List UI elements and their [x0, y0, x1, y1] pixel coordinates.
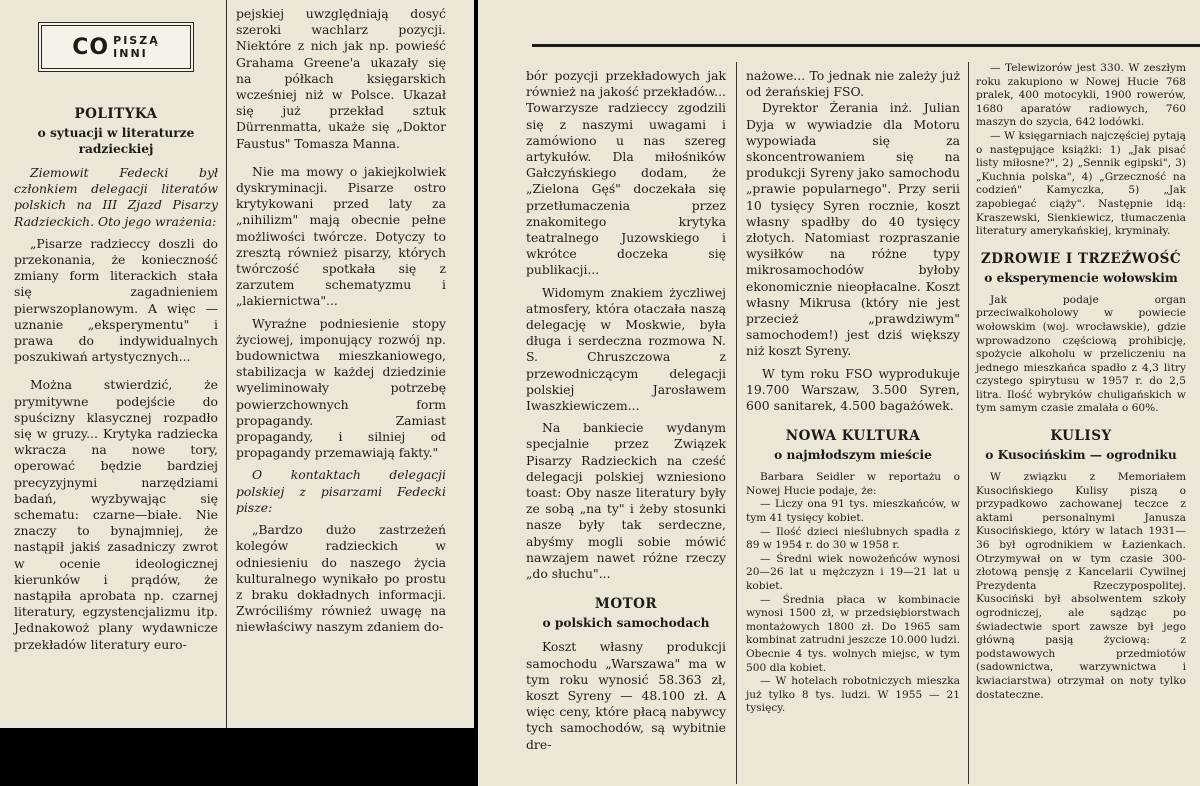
subheading-nowa-kultura: o najmłodszym mieście	[774, 448, 932, 463]
heading-nowa-kultura: NOWA KULTURA	[785, 428, 921, 445]
small-paragraph: — Średnia płaca w kombinacie wynosi 1500 zł, w przedsiębiorstwach montażowych 1800 zł. Do 1965 sam kombinat zatrudni jeszcze 10.000 ludzi. Obecnie 4 tys. wolnych miejsc, w tym 500 dla kobiet.	[746, 593, 960, 674]
paragraph: Koszt własny produkcji samochodu „Warszawa" ma w tym roku wynosić 58.363 zł, koszt Syreny — 48.100 zł. A więc ceny, które płacą nabywcy tych samochodów, są wybitnie dre-	[526, 639, 726, 752]
subheading-kulisy: o Kusocińskim — ogrodniku	[985, 448, 1177, 463]
paragraph: W tym roku FSO wyprodukuje 19.700 Warszaw, 3.500 Syren, 600 sanitarek, 4.500 bagażówek.	[746, 365, 960, 414]
paragraph: pejskiej uwzględniają dosyć szeroki wachlarz pozycji. Niektóre z nich jak np. powieść Grahama Greene'a ukazały się na półkach księgarskich wcześniej niż w Polsce. Ukazał się już przekład sztuk Dürrenmatta, ukaże się „Doktor Faustus" Tomasza Manna.	[236, 6, 446, 151]
small-paragraph: — Telewizorów jest 330. W zeszłym roku zakupiono w Nowej Hucie 768 pralek, 400 motocykli, 1900 rowerów, 1680 aparatów radiowych, 760 maszyn do szycia, 642 lodówki.	[976, 62, 1186, 129]
column-1	[14, 100, 218, 653]
paragraph: nażowe... To jednak nie zależy już od żerańskiej FSO.	[746, 68, 960, 100]
column-4	[746, 68, 960, 716]
column-5	[976, 62, 1186, 702]
intro-paragraph: Ziemowit Fedecki był członkiem delegacji literatów polskich na III Zjazd Pisarzy Radzieckich. Oto jego wrażenia:	[14, 165, 218, 229]
column-divider	[968, 62, 969, 784]
column-divider	[226, 0, 227, 728]
heading-motor: MOTOR	[594, 596, 658, 613]
logo-line1: PISZĄ	[113, 34, 160, 47]
small-paragraph: — Ilość dzieci nieślubnych spadła z 89 w 1954 r. do 30 w 1958 r.	[746, 525, 960, 552]
column-3	[526, 68, 726, 753]
subheading-polityka: o sytuacji w literaturze radzieckiej	[37, 126, 195, 156]
paragraph: Na bankiecie wydanym specjalnie przez Związek Pisarzy Radzieckich na cześć delegacji polskiej wzniesiono toast: Oby nasze literatury były ze sobą „na ty" i żeby stosunki nasze były tak serdeczne, abyśmy mogli sobie mówić nawzajem nawet różne rzeczy „do słuchu"...	[526, 420, 726, 582]
subheading-motor: o polskich samochodach	[542, 616, 710, 631]
logo-line2: INNI	[113, 47, 148, 60]
paragraph: „Bardzo dużo zastrzeżeń kolegów radzieckich w odniesieniu do naszego życia kulturalnego wynikało po prostu z braku dokładnych informacji. Zwróciliśmy również uwagę na niewłaściwy naszym zdaniem do-	[236, 522, 446, 635]
small-paragraph: — W księgarniach najczęściej pytają o następujące książki: 1) „Jak pisać listy miłosne?", 2) „Sennik egipski", 3) „Kuchnia polska", 4) „Grzeczność na codzień" Kamyczka, 5) „Jak zapobiegać ciąży". Następnie idą: Kraszewski, Sienkiewicz, tłumaczenia literatury amerykańskiej, kryminały.	[976, 129, 1186, 238]
subheading-zdrowie: o eksperymencie wołowskim	[984, 270, 1178, 285]
left-newspaper-page	[0, 0, 474, 786]
logo-co: CO	[72, 34, 110, 60]
heading-kulisy: KULISY	[1050, 428, 1112, 445]
heading-polityka: POLITYKA	[74, 106, 158, 122]
small-paragraph: — Średni wiek nowożeńców wynosi 20—26 lat u mężczyzn i 19—21 lat u kobiet.	[746, 552, 960, 593]
header-rule	[532, 44, 1200, 47]
column-2	[236, 6, 446, 636]
right-newspaper-page	[478, 0, 1200, 786]
paragraph: Można stwierdzić, że prymitywne podejście do spuścizny klasycznej rozpadło się w gruzy... Krytyka radziecka wkracza na nowe tory, operować będzie bardziej precyzyjnymi narzędziami badań, wyzbywając się schematu: czarne—białe. Nie znaczy to bynajmniej, że nastąpił jakiś zasadniczy zwrot w ocenie ideologicznej kierunków i prądów, że nastąpiła aprobata np. czarnej literatury, egzystencjalizmu itp. Jednakowoż plany wydawnicze przekładów literatury euro-	[14, 377, 218, 652]
paragraph: Widomym znakiem życzliwej atmosfery, która otaczała naszą delegację w Moskwie, była długa i serdeczna rozmowa N. S. Chruszczowa z przewodniczącym delegacji polskiej Jarosławem Iwaszkiewiczem...	[526, 284, 726, 414]
small-paragraph: Jak podaje organ przeciwalkoholowy w powiecie wołowskim (woj. wrocławskie), gdzie wprowadzono częściową prohibicję, spożycie alkoholu w przeliczeniu na jednego mieszkańca spadło z 4,3 litry czystego spirytusu w 1957 r. do 2,5 litra. Ilość wybryków chuligańskich w tym samym czasie zmalała o 60%.	[976, 293, 1186, 415]
intro-paragraph: O kontaktach delegacji polskiej z pisarzami Fedecki pisze:	[236, 467, 446, 515]
co-pisza-inni-logo	[38, 22, 194, 72]
column-divider	[736, 62, 737, 784]
small-paragraph: Barbara Seidler w reportażu o Nowej Hucie podaje, że:	[746, 471, 960, 497]
small-paragraph: W związku z Memoriałem Kusocińskiego Kulisy piszą o przypadkowo zachowanej teczce z aktami personalnymi Janusza Kusocińskiego, który w latach 1931—36 był ogrodnikiem w Łazienkach. Otrzymywał on w tym czasie 300-złotową pensję z Kancelarii Cywilnej Prezydenta Rzeczypospolitej. Kusociński był absolwentem szkoły ogrodniczej, ale sądząc po świadectwie sport zawsze był jego główną pasją życiową: z podstawowych przedmiotów (sadownictwa, warzywnictwa i kwiaciarstwa) otrzymał on noty tylko dostateczne.	[976, 471, 1186, 701]
paragraph: Wyraźne podniesienie stopy życiowej, imponujący rozwój np. budownictwa mieszkaniowego, stabilizacja w każdej dziedzinie wyeliminowały potrzebę powierzchownych form propagandy. Zamiast propagandy, i silniej od propagandy przemawiają fakty."	[236, 315, 446, 461]
paragraph: „Pisarze radzieccy doszli do przekonania, że konieczność zmiany form literackich stała się zagadnieniem pierwszoplanowym. A więc — uznanie „eksperymentu" i prawa do indywidualnych poszukiwań artystycznych...	[14, 235, 218, 365]
paragraph: bór pozycji przekładowych jak również na jakość przekładów... Towarzysze radzieccy zgodzili się z naszymi uwagami i zamówiono u nas szereg artykułów. Dla miłośników Gałczyńskiego dodam, że „Zielona Gęś" doczekała się przetłumaczenia przez znakomitego krytyka teatralnego Juzowskiego i wkrótce doczeka się publikacji...	[526, 68, 726, 278]
paragraph: Nie ma mowy o jakiejkolwiek dyskryminacji. Pisarze ostro krytykowani przed laty za „nihilizm" mają obecnie pełne możliwości twórcze. Dotyczy to zresztą również pisarzy, których twórczość spotkała się z zarzutem schematyzmu i „lakiernictwa"...	[236, 163, 446, 309]
paragraph: Dyrektor Żerania inż. Julian Dyja w wywiadzie dla Motoru wypowiada się za skoncentrowaniem się na produkcji Syreny jako samochodu „prawie popularnego". Przy serii 10 tysięcy Syren rocznie, koszt własny spadłby do 40 tysięcy złotych. Natomiast rozpraszanie wysiłków na różne typy mikrosamochodów byłoby ekonomicznie nieopłacalne. Koszt własny Mikrusa (który nie jest przecież „prawdziwym" samochodem!) jest dziś większy niż koszt Syreny.	[746, 100, 960, 359]
small-paragraph: — Liczy ona 91 tys. mieszkańców, w tym 41 tysięcy kobiet.	[746, 498, 960, 525]
page-edge	[0, 728, 474, 786]
small-paragraph: — W hotelach robotniczych mieszka już tylko 8 tys. ludzi. W 1955 — 21 tysięcy.	[746, 675, 960, 715]
heading-zdrowie: ZDROWIE I TRZEŹWOŚĆ	[980, 250, 1182, 267]
